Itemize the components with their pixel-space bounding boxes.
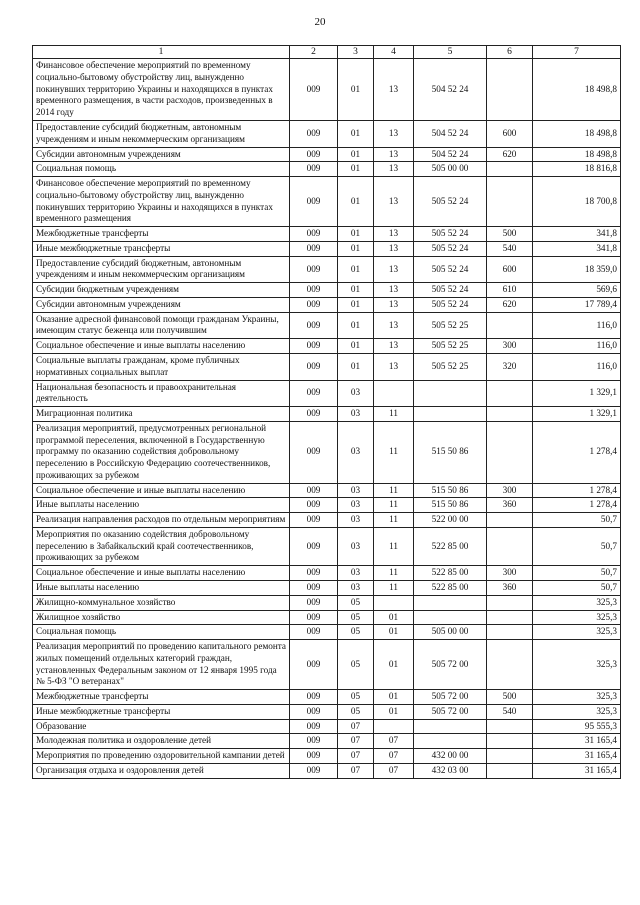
table-row xyxy=(33,256,621,283)
amount-cell: 95 555,3 xyxy=(533,719,621,734)
table-row xyxy=(33,380,621,407)
expense-type-cell: 360 xyxy=(487,498,533,513)
target-article-cell xyxy=(414,719,487,734)
ministry-code-cell: 009 xyxy=(290,241,338,256)
expense-name-cell: Иные выплаты населению xyxy=(33,581,290,596)
target-article-cell xyxy=(414,380,487,407)
table-row xyxy=(33,734,621,749)
section-code-cell: 03 xyxy=(338,421,374,483)
column-header: 5 xyxy=(414,46,487,59)
target-article-cell xyxy=(414,610,487,625)
expense-type-cell: 360 xyxy=(487,581,533,596)
ministry-code-cell: 009 xyxy=(290,421,338,483)
table-row xyxy=(33,527,621,565)
target-article-cell: 515 50 86 xyxy=(414,483,487,498)
table-row xyxy=(33,227,621,242)
table-row xyxy=(33,354,621,381)
target-article-cell: 505 00 00 xyxy=(414,162,487,177)
subsection-code-cell: 11 xyxy=(374,566,414,581)
table-row xyxy=(33,749,621,764)
table-row xyxy=(33,283,621,298)
section-code-cell: 05 xyxy=(338,625,374,640)
subsection-code-cell: 11 xyxy=(374,483,414,498)
expense-name-cell: Субсидии автономным учреждениям xyxy=(33,297,290,312)
column-header: 6 xyxy=(487,46,533,59)
column-header: 2 xyxy=(290,46,338,59)
ministry-code-cell: 009 xyxy=(290,147,338,162)
header-row xyxy=(33,46,621,59)
subsection-code-cell: 07 xyxy=(374,734,414,749)
ministry-code-cell: 009 xyxy=(290,407,338,422)
expense-type-cell: 540 xyxy=(487,241,533,256)
target-article-cell: 522 85 00 xyxy=(414,566,487,581)
target-article-cell xyxy=(414,734,487,749)
expense-name-cell: Реализация направления расходов по отдельным мероприятиям xyxy=(33,513,290,528)
ministry-code-cell: 009 xyxy=(290,297,338,312)
subsection-code-cell: 11 xyxy=(374,581,414,596)
section-code-cell: 05 xyxy=(338,690,374,705)
expense-type-cell xyxy=(487,162,533,177)
amount-cell: 325,3 xyxy=(533,640,621,690)
amount-cell: 1 329,1 xyxy=(533,380,621,407)
subsection-code-cell: 11 xyxy=(374,513,414,528)
subsection-code-cell: 01 xyxy=(374,610,414,625)
ministry-code-cell: 009 xyxy=(290,690,338,705)
table-row xyxy=(33,421,621,483)
ministry-code-cell: 009 xyxy=(290,380,338,407)
budget-table xyxy=(32,45,621,779)
expense-type-cell xyxy=(487,625,533,640)
amount-cell: 50,7 xyxy=(533,581,621,596)
target-article-cell: 505 52 25 xyxy=(414,354,487,381)
column-header: 3 xyxy=(338,46,374,59)
expense-type-cell: 540 xyxy=(487,704,533,719)
section-code-cell: 01 xyxy=(338,120,374,147)
section-code-cell: 03 xyxy=(338,380,374,407)
expense-type-cell: 500 xyxy=(487,690,533,705)
table-row xyxy=(33,610,621,625)
table-row xyxy=(33,147,621,162)
subsection-code-cell: 01 xyxy=(374,690,414,705)
amount-cell: 1 278,4 xyxy=(533,483,621,498)
subsection-code-cell: 07 xyxy=(374,749,414,764)
target-article-cell: 505 52 24 xyxy=(414,241,487,256)
expense-name-cell: Субсидии бюджетным учреждениям xyxy=(33,283,290,298)
target-article-cell: 505 52 24 xyxy=(414,227,487,242)
table-row xyxy=(33,297,621,312)
expense-name-cell: Иные межбюджетные трансферты xyxy=(33,704,290,719)
expense-type-cell: 610 xyxy=(487,283,533,298)
amount-cell: 18 498,8 xyxy=(533,59,621,121)
amount-cell: 325,3 xyxy=(533,625,621,640)
column-header: 1 xyxy=(33,46,290,59)
amount-cell: 18 700,8 xyxy=(533,177,621,227)
expense-type-cell xyxy=(487,640,533,690)
subsection-code-cell: 13 xyxy=(374,162,414,177)
expense-name-cell: Финансовое обеспечение мероприятий по временному социально-бытовому обустройству лиц, вынужденно покинувших территорию Украины и находящихся в пунктах временного размещения, в части расходов, произведенных в 2014 году xyxy=(33,59,290,121)
amount-cell: 50,7 xyxy=(533,527,621,565)
ministry-code-cell: 009 xyxy=(290,527,338,565)
ministry-code-cell: 009 xyxy=(290,120,338,147)
amount-cell: 341,8 xyxy=(533,241,621,256)
expense-type-cell: 300 xyxy=(487,566,533,581)
ministry-code-cell: 009 xyxy=(290,704,338,719)
table-row xyxy=(33,595,621,610)
expense-name-cell: Социальные выплаты гражданам, кроме публичных нормативных социальных выплат xyxy=(33,354,290,381)
target-article-cell: 505 52 24 xyxy=(414,256,487,283)
ministry-code-cell: 009 xyxy=(290,734,338,749)
expense-type-cell: 300 xyxy=(487,483,533,498)
target-article-cell: 515 50 86 xyxy=(414,498,487,513)
expense-type-cell: 500 xyxy=(487,227,533,242)
section-code-cell: 01 xyxy=(338,256,374,283)
amount-cell: 325,3 xyxy=(533,595,621,610)
expense-name-cell: Предоставление субсидий бюджетным, автономным учреждениям и иным некоммерческим организациям xyxy=(33,120,290,147)
subsection-code-cell: 13 xyxy=(374,256,414,283)
expense-type-cell xyxy=(487,610,533,625)
target-article-cell: 505 52 24 xyxy=(414,297,487,312)
expense-name-cell: Межбюджетные трансферты xyxy=(33,690,290,705)
ministry-code-cell: 009 xyxy=(290,625,338,640)
expense-type-cell xyxy=(487,763,533,778)
expense-type-cell: 620 xyxy=(487,297,533,312)
section-code-cell: 01 xyxy=(338,283,374,298)
expense-type-cell xyxy=(487,595,533,610)
amount-cell: 18 498,8 xyxy=(533,120,621,147)
subsection-code-cell: 13 xyxy=(374,297,414,312)
section-code-cell: 03 xyxy=(338,527,374,565)
expense-name-cell: Субсидии автономным учреждениям xyxy=(33,147,290,162)
expense-name-cell: Молодежная политика и оздоровление детей xyxy=(33,734,290,749)
expense-name-cell: Оказание адресной финансовой помощи гражданам Украины, имеющим статус беженца или получившим xyxy=(33,312,290,339)
subsection-code-cell: 13 xyxy=(374,241,414,256)
amount-cell: 50,7 xyxy=(533,513,621,528)
section-code-cell: 01 xyxy=(338,241,374,256)
amount-cell: 116,0 xyxy=(533,339,621,354)
expense-type-cell xyxy=(487,749,533,764)
target-article-cell: 505 72 00 xyxy=(414,640,487,690)
expense-name-cell: Национальная безопасность и правоохранительная деятельность xyxy=(33,380,290,407)
subsection-code-cell: 13 xyxy=(374,120,414,147)
subsection-code-cell: 13 xyxy=(374,59,414,121)
expense-name-cell: Образование xyxy=(33,719,290,734)
section-code-cell: 01 xyxy=(338,354,374,381)
section-code-cell: 03 xyxy=(338,513,374,528)
expense-name-cell: Социальное обеспечение и иные выплаты населению xyxy=(33,566,290,581)
subsection-code-cell xyxy=(374,380,414,407)
target-article-cell: 505 52 25 xyxy=(414,312,487,339)
ministry-code-cell: 009 xyxy=(290,59,338,121)
section-code-cell: 03 xyxy=(338,483,374,498)
target-article-cell: 504 52 24 xyxy=(414,120,487,147)
section-code-cell: 01 xyxy=(338,339,374,354)
subsection-code-cell: 01 xyxy=(374,704,414,719)
ministry-code-cell: 009 xyxy=(290,354,338,381)
ministry-code-cell: 009 xyxy=(290,312,338,339)
table-row xyxy=(33,690,621,705)
amount-cell: 17 789,4 xyxy=(533,297,621,312)
section-code-cell: 05 xyxy=(338,595,374,610)
ministry-code-cell: 009 xyxy=(290,339,338,354)
ministry-code-cell: 009 xyxy=(290,162,338,177)
table-row xyxy=(33,566,621,581)
amount-cell: 1 278,4 xyxy=(533,421,621,483)
subsection-code-cell: 11 xyxy=(374,421,414,483)
expense-name-cell: Финансовое обеспечение мероприятий по временному социально-бытовому обустройству лиц, вынужденно покинувших территорию Украины и находящихся в пунктах временного размещения xyxy=(33,177,290,227)
table-row xyxy=(33,719,621,734)
ministry-code-cell: 009 xyxy=(290,719,338,734)
ministry-code-cell: 009 xyxy=(290,513,338,528)
section-code-cell: 03 xyxy=(338,498,374,513)
section-code-cell: 01 xyxy=(338,177,374,227)
ministry-code-cell: 009 xyxy=(290,256,338,283)
amount-cell: 116,0 xyxy=(533,312,621,339)
expense-name-cell: Жилищное хозяйство xyxy=(33,610,290,625)
target-article-cell: 504 52 24 xyxy=(414,59,487,121)
target-article-cell: 505 52 25 xyxy=(414,339,487,354)
ministry-code-cell: 009 xyxy=(290,227,338,242)
expense-name-cell: Иные выплаты населению xyxy=(33,498,290,513)
expense-type-cell xyxy=(487,380,533,407)
subsection-code-cell: 11 xyxy=(374,498,414,513)
subsection-code-cell xyxy=(374,595,414,610)
ministry-code-cell: 009 xyxy=(290,749,338,764)
amount-cell: 50,7 xyxy=(533,566,621,581)
amount-cell: 116,0 xyxy=(533,354,621,381)
subsection-code-cell: 11 xyxy=(374,527,414,565)
amount-cell: 1 329,1 xyxy=(533,407,621,422)
section-code-cell: 05 xyxy=(338,610,374,625)
target-article-cell: 522 85 00 xyxy=(414,527,487,565)
table-row xyxy=(33,339,621,354)
section-code-cell: 01 xyxy=(338,297,374,312)
subsection-code-cell: 11 xyxy=(374,407,414,422)
table-row xyxy=(33,763,621,778)
table-row xyxy=(33,581,621,596)
expense-type-cell xyxy=(487,527,533,565)
section-code-cell: 07 xyxy=(338,763,374,778)
ministry-code-cell: 009 xyxy=(290,177,338,227)
expense-name-cell: Социальная помощь xyxy=(33,162,290,177)
subsection-code-cell: 13 xyxy=(374,227,414,242)
column-header: 4 xyxy=(374,46,414,59)
expense-name-cell: Организация отдыха и оздоровления детей xyxy=(33,763,290,778)
target-article-cell: 505 52 24 xyxy=(414,283,487,298)
expense-type-cell: 300 xyxy=(487,339,533,354)
expense-name-cell: Социальное обеспечение и иные выплаты населению xyxy=(33,483,290,498)
expense-type-cell xyxy=(487,421,533,483)
section-code-cell: 07 xyxy=(338,719,374,734)
expense-name-cell: Жилищно-коммунальное хозяйство xyxy=(33,595,290,610)
section-code-cell: 03 xyxy=(338,581,374,596)
expense-name-cell: Иные межбюджетные трансферты xyxy=(33,241,290,256)
expense-type-cell xyxy=(487,734,533,749)
target-article-cell xyxy=(414,407,487,422)
ministry-code-cell: 009 xyxy=(290,640,338,690)
subsection-code-cell: 13 xyxy=(374,339,414,354)
section-code-cell: 05 xyxy=(338,640,374,690)
expense-type-cell: 600 xyxy=(487,120,533,147)
expense-name-cell: Социальное обеспечение и иные выплаты населению xyxy=(33,339,290,354)
expense-name-cell: Реализация мероприятий по проведению капитального ремонта жилых помещений отдельных категорий граждан, установленных Федеральным законом от 12 января 1995 года № 5-ФЗ "О ветеранах" xyxy=(33,640,290,690)
section-code-cell: 01 xyxy=(338,227,374,242)
subsection-code-cell: 07 xyxy=(374,763,414,778)
table-row xyxy=(33,120,621,147)
table-row xyxy=(33,513,621,528)
expense-type-cell xyxy=(487,513,533,528)
ministry-code-cell: 009 xyxy=(290,581,338,596)
subsection-code-cell: 01 xyxy=(374,640,414,690)
target-article-cell: 522 00 00 xyxy=(414,513,487,528)
ministry-code-cell: 009 xyxy=(290,566,338,581)
expense-name-cell: Реализация мероприятий, предусмотренных региональной программой переселения, включенной в Государственную программу по оказанию содействия добровольному переселению в Российскую Федерацию соотечественников, проживающих за рубежом xyxy=(33,421,290,483)
target-article-cell: 522 85 00 xyxy=(414,581,487,596)
subsection-code-cell: 01 xyxy=(374,625,414,640)
section-code-cell: 01 xyxy=(338,162,374,177)
ministry-code-cell: 009 xyxy=(290,483,338,498)
ministry-code-cell: 009 xyxy=(290,763,338,778)
target-article-cell: 505 52 24 xyxy=(414,177,487,227)
subsection-code-cell: 13 xyxy=(374,312,414,339)
subsection-code-cell: 13 xyxy=(374,147,414,162)
expense-name-cell: Межбюджетные трансферты xyxy=(33,227,290,242)
amount-cell: 18 816,8 xyxy=(533,162,621,177)
target-article-cell: 515 50 86 xyxy=(414,421,487,483)
amount-cell: 325,3 xyxy=(533,690,621,705)
expense-type-cell: 600 xyxy=(487,256,533,283)
ministry-code-cell: 009 xyxy=(290,610,338,625)
amount-cell: 31 165,4 xyxy=(533,749,621,764)
expense-type-cell xyxy=(487,177,533,227)
amount-cell: 31 165,4 xyxy=(533,734,621,749)
section-code-cell: 05 xyxy=(338,704,374,719)
section-code-cell: 03 xyxy=(338,407,374,422)
amount-cell: 18 359,0 xyxy=(533,256,621,283)
target-article-cell: 432 00 00 xyxy=(414,749,487,764)
table-row xyxy=(33,241,621,256)
subsection-code-cell: 13 xyxy=(374,283,414,298)
table-row xyxy=(33,498,621,513)
expense-type-cell xyxy=(487,59,533,121)
section-code-cell: 01 xyxy=(338,59,374,121)
section-code-cell: 03 xyxy=(338,566,374,581)
target-article-cell: 504 52 24 xyxy=(414,147,487,162)
table-row xyxy=(33,312,621,339)
ministry-code-cell: 009 xyxy=(290,283,338,298)
section-code-cell: 01 xyxy=(338,312,374,339)
target-article-cell: 505 72 00 xyxy=(414,690,487,705)
expense-type-cell xyxy=(487,719,533,734)
amount-cell: 325,3 xyxy=(533,610,621,625)
subsection-code-cell xyxy=(374,719,414,734)
expense-name-cell: Предоставление субсидий бюджетным, автономным учреждениям и иным некоммерческим организациям xyxy=(33,256,290,283)
expense-name-cell: Мероприятия по проведению оздоровительной кампании детей xyxy=(33,749,290,764)
expense-type-cell: 620 xyxy=(487,147,533,162)
expense-name-cell: Миграционная политика xyxy=(33,407,290,422)
ministry-code-cell: 009 xyxy=(290,498,338,513)
amount-cell: 325,3 xyxy=(533,704,621,719)
expense-type-cell xyxy=(487,312,533,339)
table-row xyxy=(33,625,621,640)
amount-cell: 18 498,8 xyxy=(533,147,621,162)
ministry-code-cell: 009 xyxy=(290,595,338,610)
table-row xyxy=(33,162,621,177)
amount-cell: 569,6 xyxy=(533,283,621,298)
section-code-cell: 07 xyxy=(338,749,374,764)
expense-name-cell: Мероприятия по оказанию содействия добровольному переселению в Забайкальский край соотечественников, проживающих за рубежом xyxy=(33,527,290,565)
target-article-cell xyxy=(414,595,487,610)
subsection-code-cell: 13 xyxy=(374,354,414,381)
target-article-cell: 505 72 00 xyxy=(414,704,487,719)
table-row xyxy=(33,407,621,422)
amount-cell: 341,8 xyxy=(533,227,621,242)
amount-cell: 1 278,4 xyxy=(533,498,621,513)
table-row xyxy=(33,640,621,690)
expense-type-cell: 320 xyxy=(487,354,533,381)
table-row xyxy=(33,704,621,719)
column-header: 7 xyxy=(533,46,621,59)
amount-cell: 31 165,4 xyxy=(533,763,621,778)
expense-name-cell: Социальная помощь xyxy=(33,625,290,640)
expense-type-cell xyxy=(487,407,533,422)
table-row xyxy=(33,483,621,498)
target-article-cell: 432 03 00 xyxy=(414,763,487,778)
section-code-cell: 07 xyxy=(338,734,374,749)
section-code-cell: 01 xyxy=(338,147,374,162)
table-row xyxy=(33,177,621,227)
target-article-cell: 505 00 00 xyxy=(414,625,487,640)
page-number: 20 xyxy=(314,16,326,28)
subsection-code-cell: 13 xyxy=(374,177,414,227)
table-row xyxy=(33,59,621,121)
